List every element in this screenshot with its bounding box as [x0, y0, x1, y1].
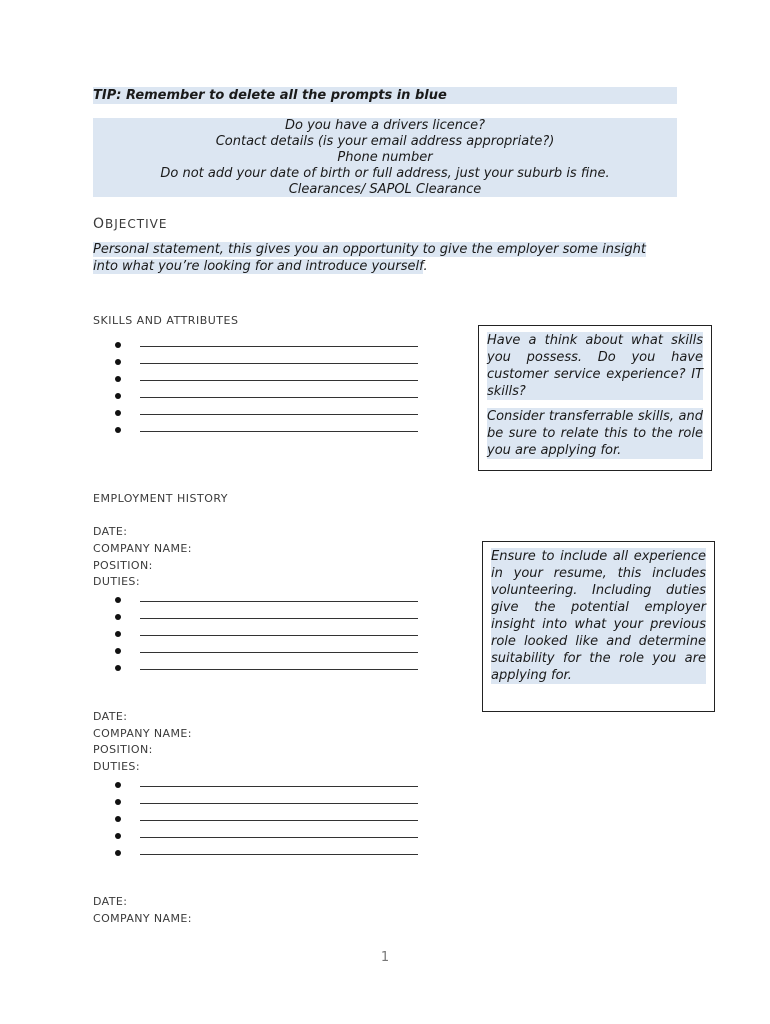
- bullet: [115, 850, 121, 856]
- skills-tip-paragraph: Have a think about what skills you possess. Do you have customer service experience? IT skills?: [487, 333, 703, 399]
- bullet: [115, 597, 121, 603]
- blank-line: [140, 363, 418, 364]
- company-name-label: COMPANY NAME:: [93, 542, 192, 555]
- bullet: [115, 799, 121, 805]
- employment-tip-paragraph: Ensure to include all experience in your resume, this includes volunteering. Including duties give the potential employer insight into what your previous role looked like and determine suitability for the role you are applying for.: [491, 549, 706, 683]
- blank-line: [140, 380, 418, 381]
- skills-tip-paragraph: Consider transferrable skills, and be sure to relate this to the role you are applying for.: [487, 409, 703, 458]
- prompt-line: Clearances/ SAPOL Clearance: [288, 182, 482, 197]
- bullet: [115, 648, 121, 654]
- skills-heading: SKILLS AND ATTRIBUTES: [93, 314, 239, 327]
- bullet: [115, 631, 121, 637]
- tip-banner: TIP: Remember to delete all the prompts in blue: [93, 87, 677, 104]
- blank-line: [140, 397, 418, 398]
- bullet: [115, 427, 121, 433]
- bullet: [115, 393, 121, 399]
- blank-line: [140, 346, 418, 347]
- position-label: POSITION:: [93, 559, 153, 572]
- prompt-line: Do not add your date of birth or full address, just your suburb is fine.: [160, 166, 610, 181]
- bullet: [115, 782, 121, 788]
- bullet: [115, 816, 121, 822]
- bullet: [115, 342, 121, 348]
- bullet: [115, 614, 121, 620]
- blank-line: [140, 652, 418, 653]
- bullet: [115, 359, 121, 365]
- duties-label: DUTIES:: [93, 760, 140, 773]
- skills-tip-box: [478, 325, 712, 471]
- prompt-line: Phone number: [337, 150, 433, 165]
- blank-line: [140, 669, 418, 670]
- blank-line: [140, 618, 418, 619]
- company-name-label: COMPANY NAME:: [93, 912, 192, 925]
- bullet: [115, 376, 121, 382]
- blank-line: [140, 820, 418, 821]
- employment-tip-box: [482, 541, 715, 712]
- objective-heading-rest: BJECTIVE: [105, 217, 168, 231]
- personal-statement: [93, 241, 653, 275]
- date-label: DATE:: [93, 895, 128, 908]
- blank-line: [140, 601, 418, 602]
- prompt-line: Contact details (is your email address appropriate?): [215, 134, 555, 149]
- blank-line: [140, 854, 418, 855]
- blank-line: [140, 803, 418, 804]
- personal-statement-end: .: [423, 259, 428, 274]
- objective-heading: [93, 216, 167, 232]
- contact-prompts: [93, 118, 677, 197]
- personal-statement-text: Personal statement, this gives you an opportunity to give the employer some insight into what you’re looking for and introduce yourself: [93, 242, 646, 274]
- company-name-label: COMPANY NAME:: [93, 727, 192, 740]
- blank-line: [140, 837, 418, 838]
- date-label: DATE:: [93, 525, 128, 538]
- duties-label: DUTIES:: [93, 575, 140, 588]
- position-label: POSITION:: [93, 743, 153, 756]
- date-label: DATE:: [93, 710, 128, 723]
- blank-line: [140, 635, 418, 636]
- page-number: 1: [380, 950, 390, 965]
- objective-heading-initial: O: [93, 216, 106, 232]
- employment-heading: EMPLOYMENT HISTORY: [93, 492, 229, 505]
- blank-line: [140, 414, 418, 415]
- blank-line: [140, 431, 418, 432]
- bullet: [115, 410, 121, 416]
- blank-line: [140, 786, 418, 787]
- bullet: [115, 833, 121, 839]
- prompt-line: Do you have a drivers licence?: [284, 118, 486, 133]
- bullet: [115, 665, 121, 671]
